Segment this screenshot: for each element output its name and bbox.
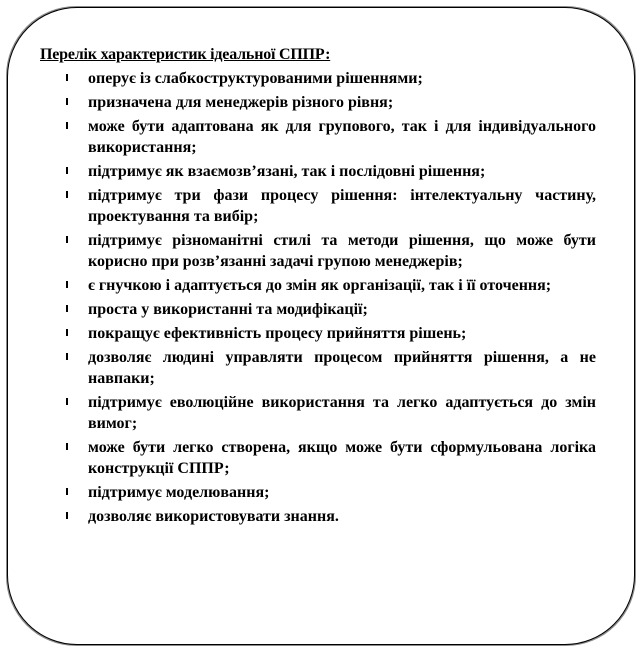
bullet-icon: [66, 443, 68, 450]
list-item: дозволяє людині управляти процесом прийняття рішення, а не навпаки;: [88, 347, 596, 389]
bullet-icon: [66, 236, 68, 243]
bullet-icon: [66, 281, 68, 288]
bullet-icon: [66, 98, 68, 105]
list-item: підтримує три фази процесу рішення: інтелектуальну частину, проектування та вибір;: [88, 185, 596, 227]
text-content: [40, 44, 596, 530]
bullet-icon: [66, 191, 68, 198]
bullet-icon: [66, 167, 68, 174]
heading: Перелік характеристик ідеальної СППР:: [40, 46, 331, 63]
list-item: покращує ефективність процесу прийняття рішень;: [88, 323, 596, 344]
bullet-icon: [66, 122, 68, 129]
bullet-icon: [66, 488, 68, 495]
bullet-icon: [66, 305, 68, 312]
list-item: дозволяє використовувати знання.: [88, 506, 596, 527]
list-item: проста у використанні та модифікації;: [88, 299, 596, 320]
bullet-icon: [66, 74, 68, 81]
bullet-icon: [66, 329, 68, 336]
list-item: призначена для менеджерів різного рівня;: [88, 92, 596, 113]
list-item: є гнучкою і адаптується до змін як організації, так і її оточення;: [88, 275, 596, 296]
list-item: підтримує різноманітні стилі та методи рішення, що може бути корисно при розв’язанні задачі групою менеджерів;: [88, 230, 596, 272]
list-item: підтримує моделювання;: [88, 482, 596, 503]
list-item: підтримує як взаємозв’язані, так і послідовні рішення;: [88, 161, 596, 182]
bullet-icon: [66, 353, 68, 360]
list-item: може бути легко створена, якщо може бути сформульована логіка конструкції СППР;: [88, 437, 596, 479]
bullet-icon: [66, 398, 68, 405]
list-item: може бути адаптована як для групового, так і для індивідуального використання;: [88, 116, 596, 158]
bullet-icon: [66, 512, 68, 519]
characteristics-list: [40, 68, 596, 527]
list-item: підтримує еволюційне використання та легко адаптується до змін вимог;: [88, 392, 596, 434]
list-item: оперує із слабкоструктурованими рішеннями;: [88, 68, 596, 89]
